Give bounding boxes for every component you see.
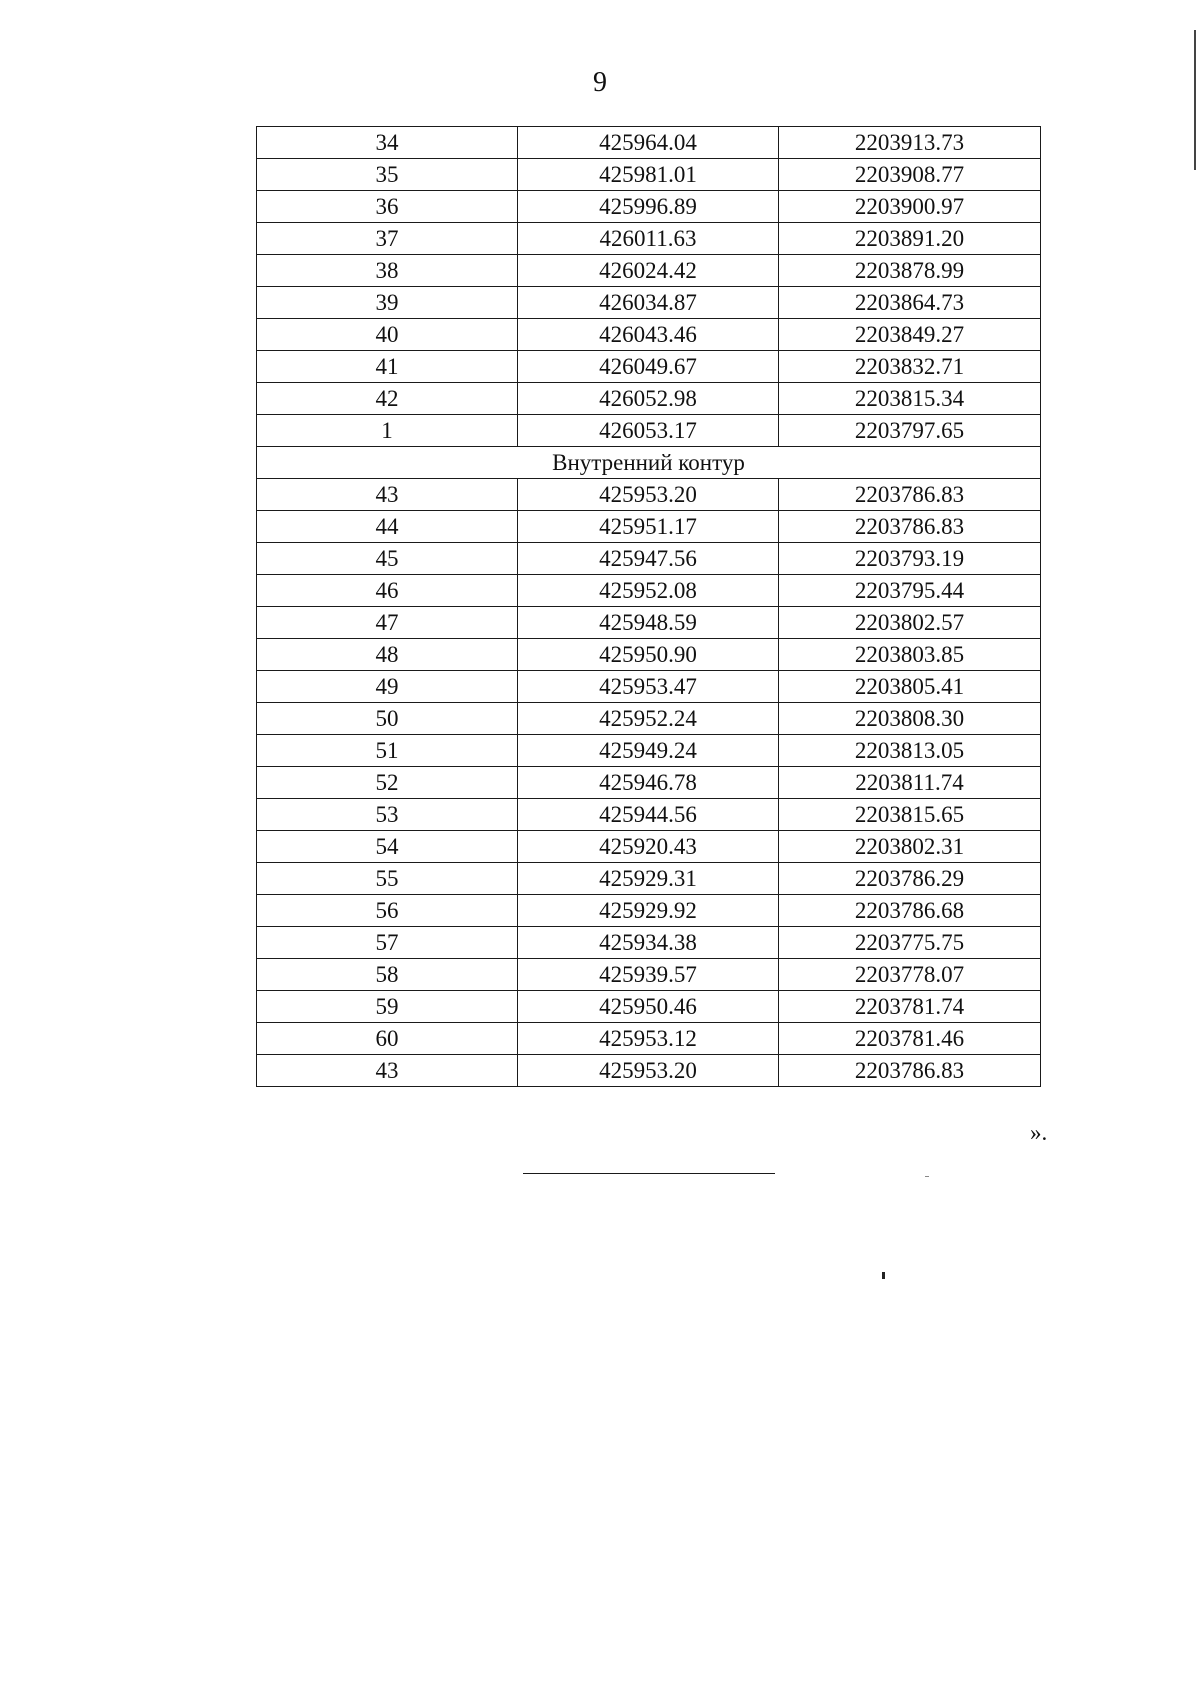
x-coordinate-cell: 425950.90 bbox=[518, 639, 779, 671]
x-coordinate-cell: 425929.31 bbox=[518, 863, 779, 895]
x-coordinate-cell: 425953.47 bbox=[518, 671, 779, 703]
x-coordinate-cell: 426034.87 bbox=[518, 287, 779, 319]
x-coordinate-cell: 425953.20 bbox=[518, 479, 779, 511]
point-number-cell: 35 bbox=[257, 159, 518, 191]
y-coordinate-cell: 2203778.07 bbox=[779, 959, 1041, 991]
table-row bbox=[257, 1055, 1041, 1087]
coordinates-table bbox=[256, 126, 1041, 1087]
table-row bbox=[257, 895, 1041, 927]
page-number: 9 bbox=[593, 67, 607, 98]
coordinates-table-body bbox=[257, 127, 1041, 1087]
table-row bbox=[257, 351, 1041, 383]
y-coordinate-cell: 2203786.68 bbox=[779, 895, 1041, 927]
y-coordinate-cell: 2203803.85 bbox=[779, 639, 1041, 671]
y-coordinate-cell: 2203805.41 bbox=[779, 671, 1041, 703]
y-coordinate-cell: 2203891.20 bbox=[779, 223, 1041, 255]
y-coordinate-cell: 2203815.65 bbox=[779, 799, 1041, 831]
point-number-cell: 57 bbox=[257, 927, 518, 959]
y-coordinate-cell: 2203786.83 bbox=[779, 479, 1041, 511]
point-number-cell: 34 bbox=[257, 127, 518, 159]
table-row bbox=[257, 1023, 1041, 1055]
y-coordinate-cell: 2203802.57 bbox=[779, 607, 1041, 639]
y-coordinate-cell: 2203815.34 bbox=[779, 383, 1041, 415]
closing-quote-mark: ». bbox=[1030, 1120, 1048, 1145]
point-number-cell: 49 bbox=[257, 671, 518, 703]
y-coordinate-cell: 2203832.71 bbox=[779, 351, 1041, 383]
y-coordinate-cell: 2203811.74 bbox=[779, 767, 1041, 799]
table-row bbox=[257, 639, 1041, 671]
y-coordinate-cell: 2203786.83 bbox=[779, 1055, 1041, 1087]
point-number-cell: 60 bbox=[257, 1023, 518, 1055]
x-coordinate-cell: 425944.56 bbox=[518, 799, 779, 831]
x-coordinate-cell: 426043.46 bbox=[518, 319, 779, 351]
table-row bbox=[257, 927, 1041, 959]
point-number-cell: 41 bbox=[257, 351, 518, 383]
scan-speck bbox=[882, 1272, 885, 1279]
table-row bbox=[257, 703, 1041, 735]
section-heading-row bbox=[257, 447, 1041, 479]
table-row bbox=[257, 511, 1041, 543]
point-number-cell: 45 bbox=[257, 543, 518, 575]
x-coordinate-cell: 425929.92 bbox=[518, 895, 779, 927]
y-coordinate-cell: 2203900.97 bbox=[779, 191, 1041, 223]
x-coordinate-cell: 425953.20 bbox=[518, 1055, 779, 1087]
table-row bbox=[257, 191, 1041, 223]
table-row bbox=[257, 735, 1041, 767]
x-coordinate-cell: 425951.17 bbox=[518, 511, 779, 543]
y-coordinate-cell: 2203813.05 bbox=[779, 735, 1041, 767]
table-row bbox=[257, 159, 1041, 191]
y-coordinate-cell: 2203849.27 bbox=[779, 319, 1041, 351]
point-number-cell: 58 bbox=[257, 959, 518, 991]
x-coordinate-cell: 426024.42 bbox=[518, 255, 779, 287]
table-row bbox=[257, 223, 1041, 255]
table-row bbox=[257, 671, 1041, 703]
x-coordinate-cell: 426053.17 bbox=[518, 415, 779, 447]
x-coordinate-cell: 425953.12 bbox=[518, 1023, 779, 1055]
y-coordinate-cell: 2203795.44 bbox=[779, 575, 1041, 607]
y-coordinate-cell: 2203864.73 bbox=[779, 287, 1041, 319]
table-row bbox=[257, 799, 1041, 831]
y-coordinate-cell: 2203908.77 bbox=[779, 159, 1041, 191]
x-coordinate-cell: 426052.98 bbox=[518, 383, 779, 415]
table-row bbox=[257, 991, 1041, 1023]
x-coordinate-cell: 426011.63 bbox=[518, 223, 779, 255]
table-row bbox=[257, 831, 1041, 863]
table-row bbox=[257, 543, 1041, 575]
y-coordinate-cell: 2203781.46 bbox=[779, 1023, 1041, 1055]
point-number-cell: 56 bbox=[257, 895, 518, 927]
scan-speck bbox=[925, 1176, 929, 1177]
x-coordinate-cell: 425934.38 bbox=[518, 927, 779, 959]
point-number-cell: 48 bbox=[257, 639, 518, 671]
x-coordinate-cell: 425964.04 bbox=[518, 127, 779, 159]
y-coordinate-cell: 2203808.30 bbox=[779, 703, 1041, 735]
section-heading: Внутренний контур bbox=[257, 447, 1041, 479]
point-number-cell: 51 bbox=[257, 735, 518, 767]
table-row bbox=[257, 383, 1041, 415]
point-number-cell: 50 bbox=[257, 703, 518, 735]
table-row bbox=[257, 127, 1041, 159]
x-coordinate-cell: 425952.24 bbox=[518, 703, 779, 735]
point-number-cell: 59 bbox=[257, 991, 518, 1023]
x-coordinate-cell: 425947.56 bbox=[518, 543, 779, 575]
table-row bbox=[257, 767, 1041, 799]
y-coordinate-cell: 2203913.73 bbox=[779, 127, 1041, 159]
y-coordinate-cell: 2203781.74 bbox=[779, 991, 1041, 1023]
table-row bbox=[257, 959, 1041, 991]
point-number-cell: 55 bbox=[257, 863, 518, 895]
point-number-cell: 46 bbox=[257, 575, 518, 607]
table-row bbox=[257, 287, 1041, 319]
x-coordinate-cell: 425950.46 bbox=[518, 991, 779, 1023]
point-number-cell: 43 bbox=[257, 1055, 518, 1087]
point-number-cell: 47 bbox=[257, 607, 518, 639]
point-number-cell: 40 bbox=[257, 319, 518, 351]
x-coordinate-cell: 425920.43 bbox=[518, 831, 779, 863]
point-number-cell: 53 bbox=[257, 799, 518, 831]
y-coordinate-cell: 2203878.99 bbox=[779, 255, 1041, 287]
point-number-cell: 42 bbox=[257, 383, 518, 415]
table-row bbox=[257, 319, 1041, 351]
point-number-cell: 54 bbox=[257, 831, 518, 863]
point-number-cell: 38 bbox=[257, 255, 518, 287]
point-number-cell: 44 bbox=[257, 511, 518, 543]
x-coordinate-cell: 425939.57 bbox=[518, 959, 779, 991]
x-coordinate-cell: 425996.89 bbox=[518, 191, 779, 223]
x-coordinate-cell: 425949.24 bbox=[518, 735, 779, 767]
point-number-cell: 37 bbox=[257, 223, 518, 255]
point-number-cell: 36 bbox=[257, 191, 518, 223]
table-row bbox=[257, 415, 1041, 447]
y-coordinate-cell: 2203786.29 bbox=[779, 863, 1041, 895]
y-coordinate-cell: 2203775.75 bbox=[779, 927, 1041, 959]
y-coordinate-cell: 2203802.31 bbox=[779, 831, 1041, 863]
table-row bbox=[257, 607, 1041, 639]
point-number-cell: 52 bbox=[257, 767, 518, 799]
x-coordinate-cell: 425981.01 bbox=[518, 159, 779, 191]
point-number-cell: 39 bbox=[257, 287, 518, 319]
point-number-cell: 43 bbox=[257, 479, 518, 511]
table-row bbox=[257, 575, 1041, 607]
y-coordinate-cell: 2203786.83 bbox=[779, 511, 1041, 543]
end-of-document-rule bbox=[523, 1173, 775, 1174]
table-row bbox=[257, 863, 1041, 895]
x-coordinate-cell: 426049.67 bbox=[518, 351, 779, 383]
x-coordinate-cell: 425946.78 bbox=[518, 767, 779, 799]
x-coordinate-cell: 425952.08 bbox=[518, 575, 779, 607]
table-row bbox=[257, 255, 1041, 287]
y-coordinate-cell: 2203793.19 bbox=[779, 543, 1041, 575]
x-coordinate-cell: 425948.59 bbox=[518, 607, 779, 639]
y-coordinate-cell: 2203797.65 bbox=[779, 415, 1041, 447]
point-number-cell: 1 bbox=[257, 415, 518, 447]
scan-edge-mark bbox=[1194, 30, 1196, 170]
table-row bbox=[257, 479, 1041, 511]
